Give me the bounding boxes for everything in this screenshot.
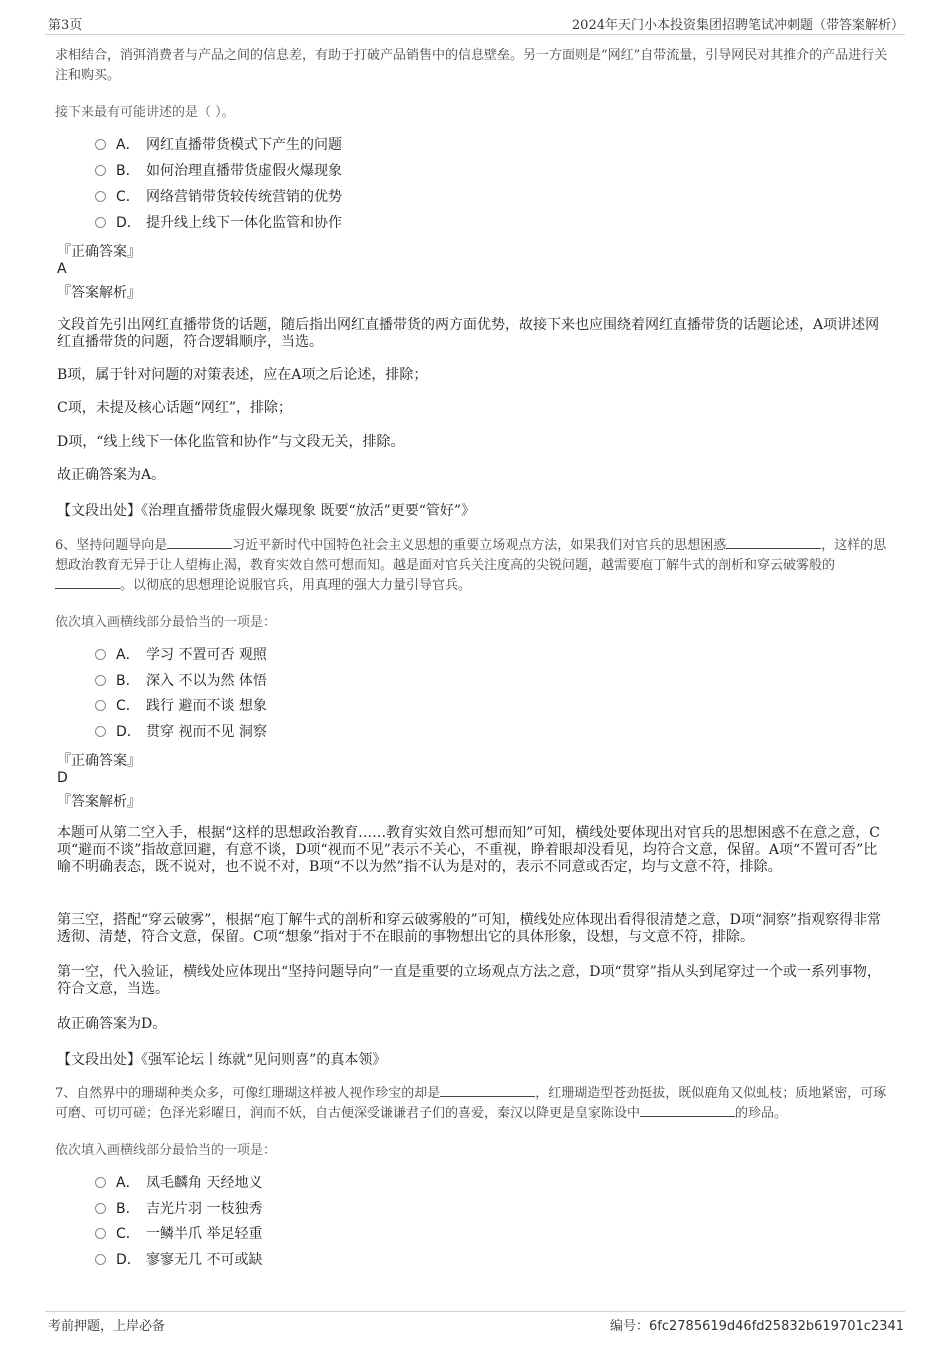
radio-icon[interactable] xyxy=(95,1203,106,1214)
q5-analysis-4: D项，“线上线下一体化监管和协作”与文段无关，排除。 xyxy=(57,434,405,450)
q5-source: 【文段出处】《治理直播带货虚假火爆现象 既要“放活”更要“管好”》 xyxy=(57,503,476,519)
q6-stem: 6、坚持问题导向是 习近平新时代中国特色社会主义思想的重要立场观点方法，如果我们对官兵的思想困惑 ，这样的思想政治教育无异于让人望梅止渴，教育实效自然可想而知。越是面对官兵关注度高的尖锐问题，越需要庖丁解牛式的剖析和穿云破雾般的。以彻底的思想理论说服官兵，用真理的强大力量引导官兵。 xyxy=(55,538,887,593)
q7-option-c[interactable]: C． 一鳞半爪 举足轻重 xyxy=(95,1223,262,1245)
footer-code: 编号：6fc2785619d46fd25832b619701c2341 xyxy=(610,1319,904,1334)
q7-option-b[interactable]: B． 吉光片羽 一枝独秀 xyxy=(95,1198,262,1220)
q7-prompt: 依次填入画横线部分最恰当的一项是： xyxy=(55,1143,277,1158)
q5-option-d[interactable]: D． 提升线上线下一体化监管和协作 xyxy=(95,212,342,234)
q5-prompt: 接下来最有可能讲述的是（ ）。 xyxy=(55,105,235,120)
q5-analysis-label: 『答案解析』 xyxy=(57,285,141,301)
q5-analysis-1: 文段首先引出网红直播带货的话题，随后指出网红直播带货的两方面优势，故接下来也应围绕着网红直播带货的话题论述，A项讲述网红直播带货的问题，符合逻辑顺序，当选。 xyxy=(57,317,880,350)
q6-source: 【文段出处】《强军论坛丨练就“见问则喜”的真本领》 xyxy=(57,1052,387,1068)
q6-conclusion: 故正确答案为D。 xyxy=(57,1016,167,1032)
q6-answer-label: 『正确答案』 xyxy=(57,753,141,769)
blank-line xyxy=(640,1104,735,1117)
q5-analysis-3: C项，未提及核心话题“网红”，排除； xyxy=(57,400,293,416)
q6-option-b[interactable]: B． 深入 不以为然 体悟 xyxy=(95,670,267,692)
q6-analysis-2: 第三空，搭配“穿云破雾”，根据“庖丁解牛式的剖析和穿云破雾般的”可知，横线处应体现出看得很清楚之意，D项“洞察”指观察得非常透彻、清楚，符合文意，保留。C项“想象”指对于不在眼前的事物想出它的具体形象，设想，与文意不符，排除。 xyxy=(57,912,882,945)
q5-analysis-2: B项，属于针对问题的对策表述，应在A项之后论述，排除； xyxy=(57,367,428,383)
radio-icon[interactable] xyxy=(95,1177,106,1188)
radio-icon[interactable] xyxy=(95,1228,106,1239)
q5-answer: A xyxy=(57,261,67,277)
radio-icon[interactable] xyxy=(95,217,106,228)
document-code: 6fc2785619d46fd25832b619701c2341 xyxy=(649,1319,904,1334)
q6-option-c[interactable]: C． 践行 避而不谈 想象 xyxy=(95,695,267,717)
footer-divider xyxy=(45,1311,905,1312)
document-title: 2024年天门小本投资集团招聘笔试冲刺题（带答案解析） xyxy=(571,18,904,33)
header-divider xyxy=(45,34,905,35)
q6-analysis-1: 本题可从第二空入手，根据“这样的思想政治教育……教育实效自然可想而知”可知，横线处要体现出对官兵的思想困惑不在意之意，C项“避而不谈”指故意回避，有意不谈，D项“视而不见”表示不关心，不重视，睁着眼却没看见，均符合文意，保留。A项“不置可否”比喻不明确表态，既不说对，也不说不对，B项“不以为然”指不认为是对的，表示不同意或否定，均与文意不符，排除。 xyxy=(57,825,881,875)
q6-option-d[interactable]: D． 贯穿 视而不见 洞察 xyxy=(95,721,267,743)
blank-line xyxy=(440,1084,535,1097)
radio-icon[interactable] xyxy=(95,165,106,176)
q7-option-a[interactable]: A． 凤毛麟角 天经地义 xyxy=(95,1172,262,1194)
page-header xyxy=(0,0,950,34)
radio-icon[interactable] xyxy=(95,649,106,660)
radio-icon[interactable] xyxy=(95,191,106,202)
radio-icon[interactable] xyxy=(95,1254,106,1265)
blank-line xyxy=(167,536,232,549)
q5-option-b[interactable]: B． 如何治理直播带货虚假火爆现象 xyxy=(95,160,342,182)
q6-option-a[interactable]: A． 学习 不置可否 观照 xyxy=(95,644,267,666)
q5-passage-tail: 求相结合，消弭消费者与产品之间的信息差，有助于打破产品销售中的信息壁垒。另一方面则是“网红”自带流量，引导网民对其推介的产品进行关注和购买。 xyxy=(55,48,888,83)
footer-slogan: 考前押题，上岸必备 xyxy=(48,1319,166,1334)
radio-icon[interactable] xyxy=(95,726,106,737)
q6-analysis-label: 『答案解析』 xyxy=(57,794,141,810)
q7-stem: 7、自然界中的珊瑚种类众多，可像红珊瑚这样被人视作珍宝的却是 ，红珊瑚造型苍劲挺拔，既似鹿角又似虬枝；质地紧密，可琢可磨、可切可磋；色泽光彩曜日，润而不妖，自古便深受谦谦君子们的喜爱，秦汉以降更是皇家陈设中 的珍品。 xyxy=(55,1086,887,1121)
q5-option-c[interactable]: C． 网络营销带货较传统营销的优势 xyxy=(95,186,342,208)
q5-option-a[interactable]: A． 网红直播带货模式下产生的问题 xyxy=(95,134,342,156)
q5-answer-label: 『正确答案』 xyxy=(57,244,141,260)
blank-line xyxy=(726,536,821,549)
q7-option-d[interactable]: D． 寥寥无几 不可或缺 xyxy=(95,1249,262,1271)
q6-answer: D xyxy=(57,770,68,786)
q6-analysis-3: 第一空，代入验证，横线处应体现出“坚持问题导向”一直是重要的立场观点方法之意，D项“贯穿”指从头到尾穿过一个或一系列事物，符合文意，当选。 xyxy=(57,964,881,997)
q6-prompt: 依次填入画横线部分最恰当的一项是： xyxy=(55,615,277,630)
radio-icon[interactable] xyxy=(95,139,106,150)
page-number: 第3页 xyxy=(48,18,83,33)
blank-line xyxy=(55,576,120,589)
radio-icon[interactable] xyxy=(95,675,106,686)
radio-icon[interactable] xyxy=(95,700,106,711)
q5-conclusion: 故正确答案为A。 xyxy=(57,467,166,483)
